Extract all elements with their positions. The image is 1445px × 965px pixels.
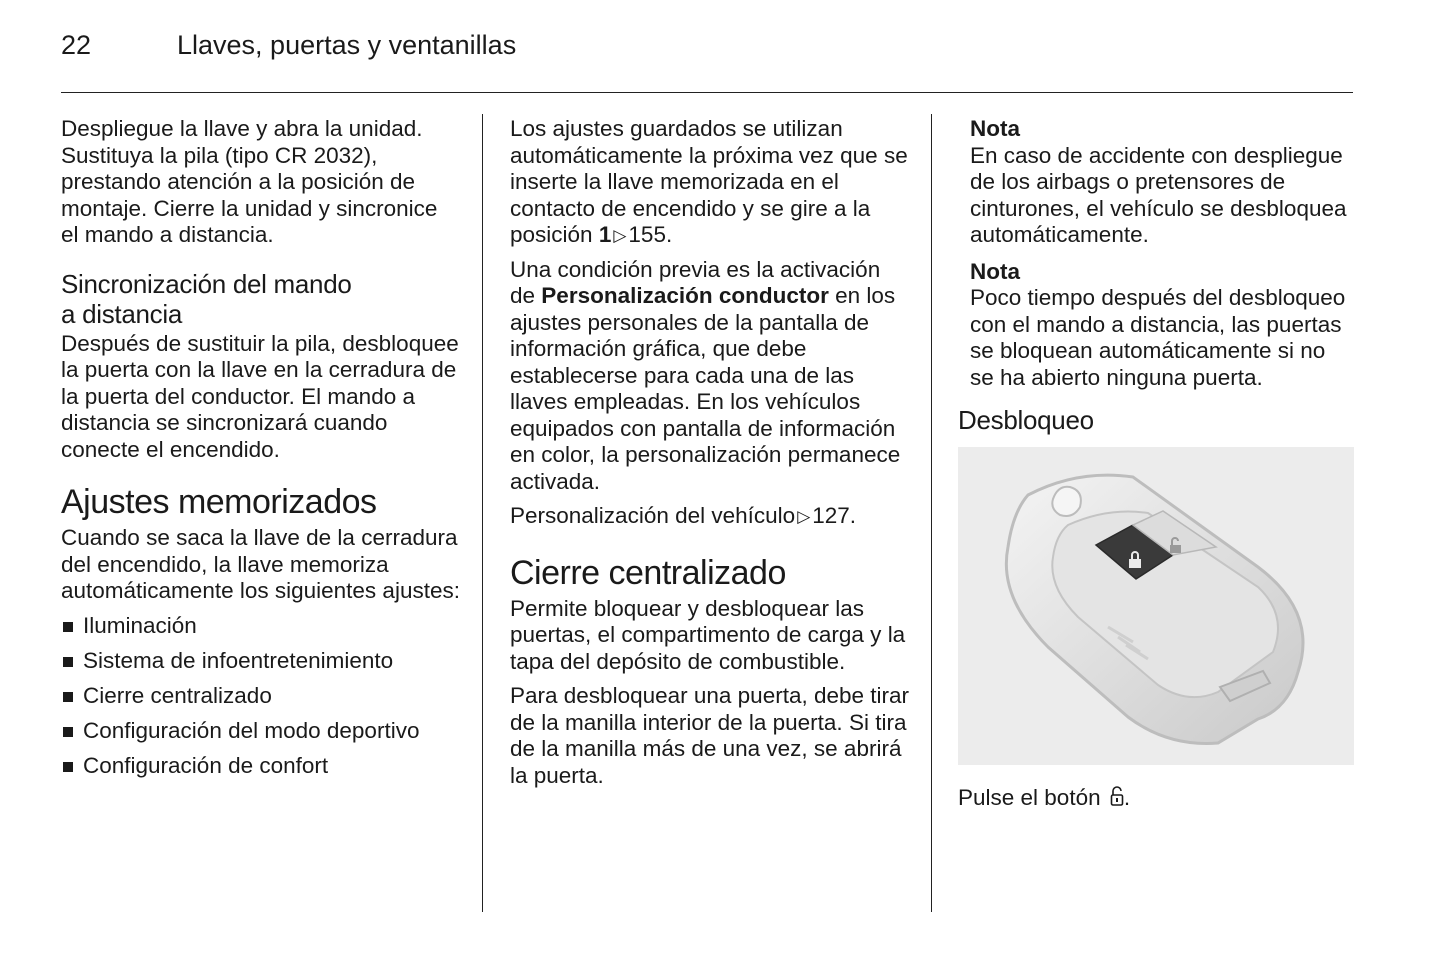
note-autolock [958,259,1353,392]
page-reference[interactable]: 155. [628,222,673,247]
column-2 [510,116,910,797]
sentence-end: . [1123,785,1131,810]
battery-paragraph: Despliegue la llave y abra la unidad. Sustituya la pila (tipo CR 2032), prestando atención a la posición de montaje. Cierre la unidad y sincronice el mando a distancia. [61,116,438,247]
position-number: 1 [598,222,612,247]
cierre-heading: Cierre centralizado [510,553,786,592]
sync-heading-line1: Sincronización del mando [61,268,352,299]
key-fob-drawing [958,447,1354,765]
ajustes-heading: Ajustes memorizados [61,483,377,521]
note-accident [958,116,1353,249]
precondition-text-post: en los ajustes personales de la pantalla de información gráfica, que debe establecerse para cada una de las llaves empleadas. En los vehículos equipados con pantalla de información en color, la personalización permanece activada. [510,283,901,494]
unlock-glyph [1170,545,1181,553]
note-title: Nota [970,116,1020,141]
unlock-door-paragraph: Para desbloquear una puerta, debe tirar de la manilla interior de la puerta. Si tira de la manilla más de una vez, se abrirá la puerta. [510,683,910,788]
column-divider-2 [931,114,932,912]
precondition-paragraph [510,257,910,496]
key-fob-illustration [958,447,1354,765]
saved-settings-paragraph [510,116,910,249]
page-number: 22 [61,30,92,60]
unlock-icon [1110,785,1124,814]
press-button-text: Pulse el botón [958,785,1101,810]
note-body: En caso de accidente con despliegue de los airbags o pretensores de cinturones, el vehículo se desbloquea automáticamente. [970,142,1347,247]
note-body: Poco tiempo después del desbloqueo con el mando a distancia, las puertas se bloquean automáticamente si no se ha abierto ninguna puerta. [970,285,1346,390]
ajustes-paragraph: Cuando se saca la llave de la cerradura del encendido, la llave memoriza automáticamente los siguientes ajustes: [61,525,460,603]
vehicle-personalization-text: Personalización del vehículo [510,503,796,528]
column-3 [958,116,1353,822]
note-title: Nota [970,258,1020,284]
list-item: Configuración de confort [61,753,461,780]
reference-arrow-icon: ▷ [613,226,627,245]
vehicle-personalization-paragraph [510,503,910,530]
desbloqueo-heading: Desbloqueo [958,405,1094,435]
list-item: Iluminación [61,613,461,640]
list-item: Configuración del modo deportivo [61,718,461,745]
sync-heading [61,269,461,329]
page-header [61,30,1353,93]
ajustes-list [61,613,461,780]
list-item: Cierre centralizado [61,683,461,710]
chapter-title: Llaves, puertas y ventanillas [177,30,517,60]
saved-settings-text: Los ajustes guardados se utilizan automáticamente la próxima vez que se inserte la llave memorizada en el contacto de encendido y se gire a la posición [510,116,908,247]
precondition-text-pre: Una condición previa es la activación de [510,256,881,308]
cierre-paragraph: Permite bloquear y desbloquear las puertas, el compartimento de carga y la tapa del depósito de combustible. [510,595,906,674]
list-item: Sistema de infoentretenimiento [61,648,461,675]
personalization-term: Personalización conductor [541,283,829,308]
reference-arrow-icon: ▷ [797,507,811,526]
column-1 [61,116,461,788]
sync-paragraph: Después de sustituir la pila, desbloquee la puerta con la llave en la cerradura de la puerta del conductor. El mando a distancia se sincronizará cuando conecte el encendido. [61,330,459,462]
page-reference[interactable]: 127. [812,503,857,528]
press-button-paragraph [958,785,1353,814]
lock-glyph [1129,559,1141,568]
column-divider-1 [482,114,483,912]
sync-heading-line2: a distancia [61,298,182,329]
